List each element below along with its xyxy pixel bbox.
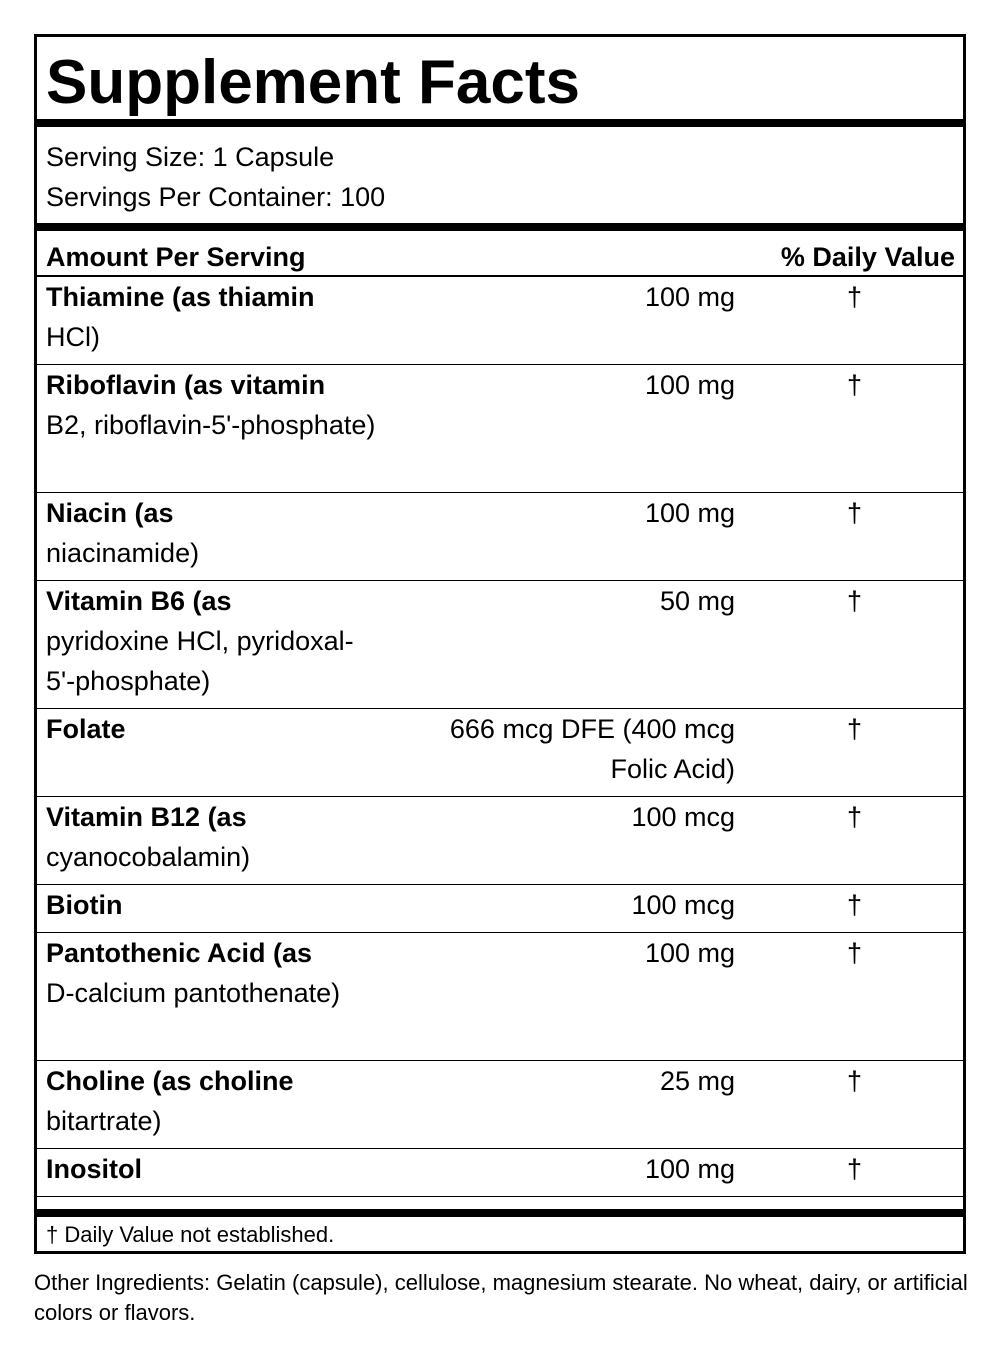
nutrient-dv: † (847, 1066, 863, 1096)
nutrient-name: Riboflavin (as vitamin B2, riboflavin-5'-phosphate) (46, 370, 376, 440)
supplement-facts-panel (34, 34, 966, 1254)
nutrient-row (37, 581, 963, 709)
nutrient-table (37, 277, 963, 1197)
nutrient-row (37, 933, 963, 1061)
thick-divider (37, 223, 963, 231)
nutrient-dv: † (847, 370, 863, 400)
nutrient-amount: 25 mg (659, 1066, 735, 1096)
nutrient-dv: † (847, 802, 863, 832)
nutrient-amount: 100 mcg (631, 890, 735, 920)
nutrient-dv: † (847, 938, 863, 968)
nutrient-dv: † (847, 714, 863, 744)
nutrient-dv: † (847, 890, 863, 920)
thick-divider (37, 119, 963, 127)
nutrient-amount: 100 mg (644, 498, 735, 528)
thick-divider (37, 1209, 963, 1217)
daily-value-footnote: † Daily Value not established. (46, 1222, 335, 1247)
nutrient-row (37, 1061, 963, 1149)
nutrient-amount: 100 mg (644, 282, 735, 312)
amount-per-serving-header: Amount Per Serving (46, 242, 306, 272)
panel-title: Supplement Facts (46, 48, 580, 117)
nutrient-amount: 50 mg (659, 586, 735, 616)
nutrient-row (37, 1149, 963, 1197)
nutrient-dv: † (847, 498, 863, 528)
nutrient-name: Vitamin B12 (as cyanocobalamin) (46, 802, 251, 872)
other-ingredients: Other Ingredients: Gelatin (capsule), cellulose, magnesium stearate. No wheat, dairy, or artificial colors or flavors. (34, 1270, 968, 1325)
nutrient-row (37, 797, 963, 885)
nutrient-dv: † (847, 586, 863, 616)
nutrient-name: Biotin (46, 890, 123, 920)
nutrient-name: Vitamin B6 (as pyridoxine HCl, pyridoxal-5'-phosphate) (46, 586, 354, 696)
nutrient-name: Folate (46, 714, 126, 744)
nutrient-dv: † (847, 1154, 863, 1184)
nutrient-row (37, 365, 963, 493)
nutrient-name: Choline (as choline bitartrate) (46, 1066, 294, 1136)
nutrient-dv: † (847, 282, 863, 312)
nutrient-amount: 100 mg (644, 938, 735, 968)
nutrient-amount: 100 mcg (631, 802, 735, 832)
nutrient-row (37, 277, 963, 365)
nutrient-name: Thiamine (as thiamin HCl) (46, 282, 315, 352)
nutrient-amount: 666 mcg DFE (400 mcg Folic Acid) (449, 714, 735, 784)
serving-size: Serving Size: 1 Capsule (46, 142, 335, 172)
nutrient-amount: 100 mg (644, 1154, 735, 1184)
nutrient-name: Pantothenic Acid (as D-calcium pantothenate) (46, 938, 341, 1008)
nutrient-amount: 100 mg (644, 370, 735, 400)
nutrient-row (37, 885, 963, 933)
servings-per-container: Servings Per Container: 100 (46, 182, 386, 212)
daily-value-header: % Daily Value (780, 242, 955, 272)
nutrient-row (37, 709, 963, 797)
nutrient-name: Inositol (46, 1154, 142, 1184)
nutrient-row (37, 493, 963, 581)
nutrient-name: Niacin (as niacinamide) (46, 498, 200, 568)
